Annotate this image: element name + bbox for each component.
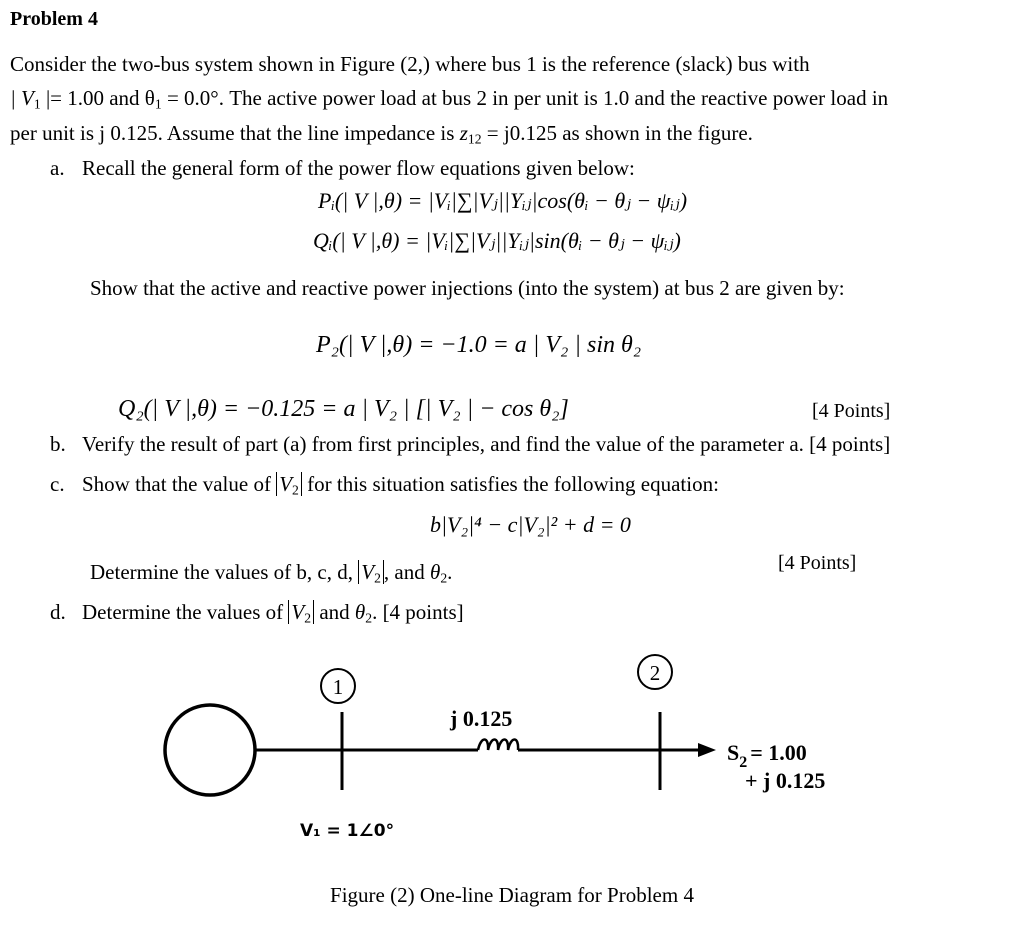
- power-flow-eq-q: Qᵢ(| V |,θ) = |Vᵢ|∑|Vⱼ||Yᵢⱼ|sin(θᵢ − θⱼ − ψᵢⱼ): [313, 228, 681, 253]
- v2-symbol: V: [361, 560, 375, 584]
- line-impedance-icon: [478, 740, 518, 751]
- v1-label: V₁ = 1∠0°: [300, 821, 395, 841]
- v1-subscript: 1: [33, 96, 41, 112]
- v2-symbol: V: [279, 472, 293, 496]
- impedance-label: j 0.125: [450, 706, 513, 731]
- intro-line-2-text: . The active power load at bus 2 in per unit is 1.0 and the reactive power load in: [218, 86, 889, 110]
- theta2-subscript: 2: [440, 570, 448, 586]
- part-c-determine-mid: , and: [383, 560, 425, 584]
- z12-subscript: 12: [467, 131, 482, 147]
- part-a-points: [4 Points]: [812, 400, 891, 422]
- v1-symbol: | V: [10, 86, 34, 110]
- bus-2-number: 2: [649, 661, 661, 685]
- theta1-value: = 0.0°: [161, 86, 219, 110]
- v2-subscript: 2: [292, 482, 299, 498]
- theta2-symbol: θ: [429, 560, 441, 584]
- z12-value: = j0.125: [481, 121, 557, 145]
- part-d-text-mid: and: [319, 600, 350, 624]
- v2-symbol: V: [291, 600, 305, 624]
- part-a-text: Recall the general form of the power flow equations given below:: [82, 156, 635, 180]
- bus-1-number: 1: [332, 675, 344, 699]
- part-a-label: a.: [50, 156, 65, 180]
- intro-line-2: [10, 86, 888, 112]
- part-b-label: b.: [50, 432, 66, 456]
- v2-subscript: 2: [304, 610, 312, 626]
- part-d-text: [82, 600, 464, 626]
- one-line-diagram: [0, 640, 1024, 931]
- load-label-line-2: + j 0.125: [745, 768, 826, 793]
- intro-line-3-text: per unit is j 0.125. Assume that the line impedance is: [10, 121, 455, 145]
- intro-line-1: Consider the two-bus system shown in Figure (2,) where bus 1 is the reference (slack) bus with: [10, 52, 810, 76]
- part-c-determine: [90, 560, 452, 586]
- bus2-q-injection-eq: Q₂(| V |,θ) = −0.125 = a | V₂ | [| V₂ | − cos θ₂]: [118, 396, 569, 422]
- s2-symbol: S: [727, 740, 740, 765]
- v2-subscript: 2: [374, 570, 381, 586]
- part-d-label: d.: [50, 600, 66, 624]
- part-c-determine-pre: Determine the values of b, c, d,: [90, 560, 353, 584]
- bus2-p-injection-eq: P₂(| V |,θ) = −1.0 = a | V₂ | sin θ₂: [316, 332, 642, 358]
- theta1-subscript: 1: [154, 96, 162, 112]
- z12-symbol: z: [459, 121, 468, 145]
- figure-caption: Figure (2) One-line Diagram for Problem 4: [330, 883, 694, 907]
- generator-icon: [165, 705, 255, 795]
- theta2-symbol: θ: [354, 600, 366, 624]
- part-b-text: Verify the result of part (a) from first principles, and find the value of the parameter a. [4 points]: [82, 432, 891, 456]
- part-c-determine-end: .: [447, 560, 453, 584]
- power-flow-eq-p: Pᵢ(| V |,θ) = |Vᵢ|∑|Vⱼ||Yᵢⱼ|cos(θᵢ − θⱼ − ψᵢⱼ): [318, 188, 688, 213]
- part-c-text: [82, 472, 719, 498]
- load-arrow-head-icon: [698, 743, 716, 757]
- v1-value: |= 1.00 and θ: [40, 86, 155, 110]
- s2-subscript: 2: [739, 754, 748, 771]
- part-d-text-post: . [4 points]: [372, 600, 464, 624]
- intro-line-3: [10, 121, 753, 147]
- s2-value: = 1.00: [750, 740, 807, 765]
- part-d-text-pre: Determine the values of: [82, 600, 284, 624]
- quartic-equation: b|V₂|⁴ − c|V₂|² + d = 0: [430, 512, 631, 537]
- part-c-points: [4 Points]: [778, 552, 857, 574]
- part-c-text-post: for this situation satisfies the following equation:: [307, 472, 719, 496]
- part-a-show-text: Show that the active and reactive power injections (into the system) at bus 2 are given by:: [90, 276, 845, 300]
- problem-title: Problem 4: [10, 8, 98, 30]
- part-c-text-pre: Show that the value of: [82, 472, 271, 496]
- intro-line-3-end: as shown in the figure.: [556, 121, 753, 145]
- part-c-label: c.: [50, 472, 65, 496]
- theta2-subscript: 2: [365, 610, 373, 626]
- load-label-line-1: [727, 740, 807, 771]
